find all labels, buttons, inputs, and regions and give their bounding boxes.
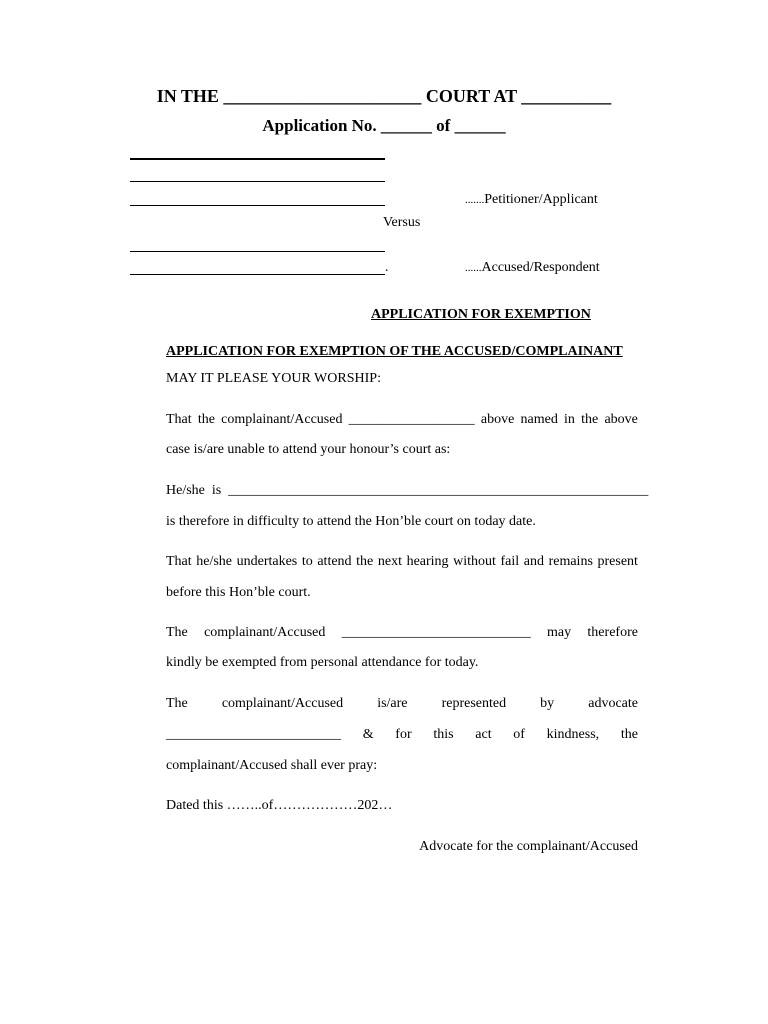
petitioner-role-dots: ....... [465,194,485,206]
word: above [604,412,638,427]
word: The [166,696,188,711]
petitioner-role [465,192,598,208]
complainant-name-blank: __________________ [348,412,475,427]
respondent-name-line-1 [130,251,385,252]
respondent-role [465,260,600,276]
para2-line2: is therefore in difficulty to attend the Hon’ble court on today date. [166,514,536,529]
salutation: MAY IT PLEASE YOUR WORSHIP: [166,371,381,386]
para5-line1 [166,696,638,712]
word: named [520,412,558,427]
word: the [197,412,215,427]
word: the [620,727,638,742]
word: complainant/Accused [204,625,326,640]
word: represented [441,696,507,711]
word: for [395,727,412,742]
word: undertakes [236,554,298,569]
word: he/she [196,554,233,569]
petitioner-name-line-3 [130,205,385,206]
petitioner-name-line-1 [130,158,385,160]
word: is/are [377,696,408,711]
word: above [480,412,515,427]
respondent-name-line-2 [130,274,385,275]
word: and [523,554,544,569]
document-heading: APPLICATION FOR EXEMPTION [371,307,591,322]
word: may [547,625,572,640]
word: without [453,554,496,569]
para4-line2: kindly be exempted from personal attendance for today. [166,655,479,670]
para3-line2: before this Hon’ble court. [166,585,311,600]
word: this [433,727,454,742]
document-subheading: APPLICATION FOR EXEMPTION OF THE ACCUSED/COMPLAINANT [166,344,623,359]
word: by [540,696,555,711]
word: the [581,412,599,427]
respondent-role-dots: ...... [465,262,482,274]
reason-blank: ____________________________________________________________ [228,483,649,498]
para1-line2: case is/are unable to attend your honour’s court as: [166,442,451,457]
word: & [362,727,374,742]
word: to [301,554,313,569]
word: remains [548,554,593,569]
petitioner-role-label: Petitioner/Applicant [484,192,598,207]
word: act [475,727,492,742]
complainant-name-blank: ___________________________ [341,625,531,640]
respondent-line-dot: . [385,260,389,275]
versus-label: Versus [383,215,421,230]
para4-line1 [166,625,638,641]
word: The [166,625,188,640]
para3-line1 [166,554,638,570]
word: next [377,554,402,569]
para5-line2 [166,727,638,743]
dated-line: Dated this ……..of………………202… [166,798,393,813]
advocate-name-blank: _________________________ [166,727,341,742]
word: in [564,412,575,427]
advocate-signature: Advocate for the complainant/Accused [419,839,638,854]
word: kindness, [546,727,600,742]
word: complainant/Accused [221,696,344,711]
word: therefore [587,625,638,640]
application-number: Application No. ______ of ______ [262,116,506,135]
petitioner-name-line-2 [130,181,385,182]
word: present [597,554,638,569]
word: advocate [588,696,638,711]
para2-line1 [166,483,649,499]
court-header: IN THE ______________________ COURT AT __________ [156,86,612,106]
para5-line3: complainant/Accused shall ever pray: [166,758,378,773]
respondent-role-label: Accused/Respondent [481,260,600,275]
para1-line1 [166,412,638,428]
word: attend [317,554,352,569]
word: complainant/Accused [221,412,343,427]
word: fail [500,554,520,569]
word: the [356,554,374,569]
para2-lead: He/she is [166,483,229,498]
word: That [166,554,192,569]
word: hearing [406,554,449,569]
word: That [166,412,192,427]
word: of [513,727,525,742]
